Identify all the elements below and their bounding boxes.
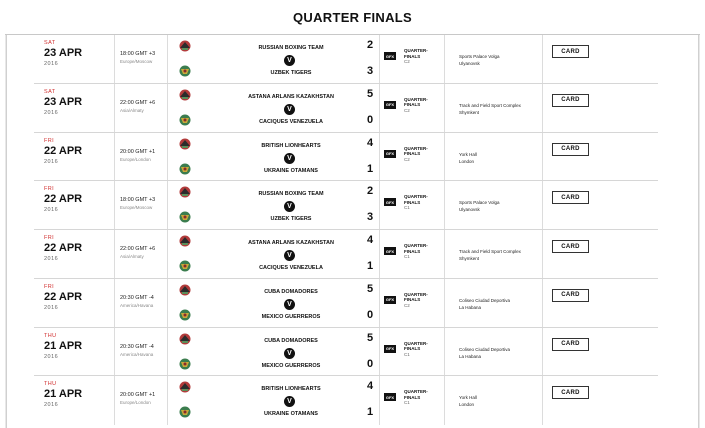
round-code: C1: [404, 254, 410, 259]
venue-city: London: [459, 158, 475, 164]
match-time: [120, 149, 180, 163]
column-divider: [444, 279, 445, 327]
column-divider: [444, 181, 445, 229]
home-team-name[interactable]: CUBA DOMADORES: [264, 337, 318, 344]
page-header: [0, 0, 705, 34]
ukraine-otamans-logo-icon: [177, 405, 193, 419]
kickoff-time: 22:00 GMT +6: [120, 99, 156, 106]
timezone: Europe/Moscow: [120, 205, 153, 211]
round-label: [404, 389, 428, 406]
card-button[interactable]: CARD: [552, 289, 589, 302]
timezone: Europe/Moscow: [120, 59, 153, 64]
round-name-cont: FINALS: [404, 53, 421, 59]
match-year: 2016: [44, 158, 59, 165]
match-row: [34, 181, 658, 230]
venue-city: Shymkent: [459, 256, 480, 261]
broadcast-icon: GFX: [385, 151, 395, 156]
uzbek-tigers-logo-icon: [177, 210, 193, 224]
broadcast-icon: GFX: [385, 102, 395, 108]
match-day: 22 APR: [44, 290, 83, 303]
match-year: 2016: [44, 402, 59, 409]
round-code: C2: [404, 107, 410, 113]
match-row: [34, 279, 658, 328]
caciques-venezuela-logo-icon: [177, 113, 193, 127]
round-name: QUARTER-: [404, 389, 428, 395]
match-time: [120, 392, 180, 406]
column-divider: [379, 376, 380, 425]
astana-arlans-logo-icon: [177, 88, 193, 102]
home-score: 4: [366, 234, 374, 246]
timezone: Asia/Almaty: [120, 254, 144, 259]
column-divider: [444, 328, 445, 376]
venue-city: Ulyanovsk: [459, 207, 480, 213]
column-divider: [379, 230, 380, 278]
round-name: QUARTER-: [404, 96, 428, 102]
versus-icon: V: [284, 153, 295, 164]
match-day: 22 APR: [44, 193, 83, 206]
page-title: QUARTER FINALS: [292, 9, 413, 25]
round-name-cont: FINALS: [404, 346, 421, 351]
round-label: [404, 194, 428, 211]
match-year: 2016: [44, 304, 59, 311]
home-score: 2: [366, 185, 374, 198]
match-date: [44, 381, 116, 409]
versus-icon: V: [284, 55, 295, 66]
home-score: 5: [366, 87, 374, 100]
venue-name: York Hall: [459, 395, 477, 401]
versus-icon: V: [284, 104, 295, 115]
kickoff-time: 22:00 GMT +6: [120, 246, 156, 252]
away-team-name[interactable]: UZBEK TIGERS: [270, 70, 312, 76]
day-of-week: FRI: [44, 137, 55, 144]
card-button[interactable]: CARD: [552, 143, 589, 156]
column-divider: [444, 376, 445, 425]
match-day: 22 APR: [44, 242, 83, 254]
versus-icon: V: [284, 299, 295, 310]
card-button[interactable]: CARD: [552, 45, 589, 58]
timezone: Asia/Almaty: [120, 107, 144, 113]
uzbek-tigers-logo-icon: [177, 64, 193, 78]
home-score: 4: [366, 380, 374, 393]
match-year: 2016: [44, 61, 59, 67]
round-name-cont: FINALS: [404, 199, 421, 205]
match-date: [44, 284, 116, 312]
column-divider: [379, 84, 380, 132]
match-time: [120, 246, 180, 260]
card-button[interactable]: CARD: [552, 338, 589, 351]
broadcast-icon: GFX: [385, 394, 395, 400]
venue-city: La Habana: [459, 353, 482, 359]
round-name-cont: FINALS: [404, 102, 421, 108]
home-score: 4: [366, 136, 374, 149]
mexico-guerreros-logo-icon: [177, 308, 193, 322]
home-team-name[interactable]: BRITISH LIONHEARTS: [261, 386, 321, 393]
day-of-week: THU: [44, 332, 57, 339]
broadcast-icon: GFX: [385, 346, 395, 351]
home-team-name[interactable]: RUSSIAN BOXING TEAM: [258, 45, 324, 51]
broadcast-icon: GFX: [385, 53, 395, 59]
round-label: [404, 243, 428, 260]
match-year: 2016: [44, 256, 59, 262]
russian-boxing-team-logo-icon: [177, 185, 193, 199]
column-divider: [379, 328, 380, 376]
match-date: [44, 89, 116, 117]
venue-name: Sports Palace Volga: [459, 54, 500, 59]
round-label: [404, 146, 428, 163]
broadcast-icon: GFX: [385, 199, 395, 205]
timezone: America/Havana: [120, 351, 154, 357]
round-name: QUARTER-: [404, 340, 428, 346]
home-team-name[interactable]: BRITISH LIONHEARTS: [261, 142, 321, 149]
away-team-name[interactable]: UZBEK TIGERS: [270, 216, 312, 223]
round-name: QUARTER-: [404, 194, 428, 200]
kickoff-time: 20:30 GMT -4: [120, 294, 154, 301]
match-date: [44, 40, 116, 68]
away-team-name[interactable]: CACIQUES VENEZUELA: [259, 265, 323, 271]
venue-city: La Habana: [459, 304, 482, 310]
match-time: [120, 100, 180, 114]
kickoff-time: 20:00 GMT +1: [120, 148, 156, 155]
kickoff-time: 20:30 GMT -4: [120, 343, 154, 350]
match-date: [44, 333, 116, 361]
column-divider: [444, 230, 445, 278]
match-day: 23 APR: [44, 47, 83, 59]
round-label: [404, 341, 428, 358]
match-row: [34, 35, 658, 84]
round-label: [404, 48, 428, 65]
match-row: [34, 376, 658, 425]
column-divider: [444, 133, 445, 181]
round-code: C1: [404, 351, 410, 357]
day-of-week: THU: [44, 381, 57, 388]
timezone: America/Havana: [120, 302, 154, 308]
match-time: [120, 295, 180, 309]
match-date: [44, 235, 116, 263]
broadcast-icon: GFX: [385, 248, 395, 254]
card-button[interactable]: CARD: [552, 240, 589, 253]
match-year: 2016: [44, 207, 59, 214]
away-team-name[interactable]: UKRAINE OTAMANS: [264, 411, 318, 418]
away-score: 1: [366, 406, 374, 419]
day-of-week: FRI: [44, 283, 55, 290]
match-year: 2016: [44, 353, 59, 360]
schedule-frame: [5, 34, 700, 428]
home-score: 5: [366, 331, 374, 344]
card-button[interactable]: CARD: [552, 94, 589, 107]
round-code: C2: [404, 156, 410, 162]
venue-city: Ulyanovsk: [459, 61, 480, 66]
match-row: [34, 328, 658, 377]
round-name-cont: FINALS: [404, 297, 421, 303]
day-of-week: FRI: [44, 186, 55, 193]
away-score: 1: [366, 260, 374, 272]
away-score: 0: [366, 308, 374, 321]
venue-name: Sports Palace Volga: [459, 200, 500, 206]
venue-name: Track and Field Sport Complex: [459, 249, 521, 254]
away-score: 3: [366, 65, 374, 77]
kickoff-time: 20:00 GMT +1: [120, 392, 156, 399]
ukraine-otamans-logo-icon: [177, 162, 193, 176]
match-day: 21 APR: [44, 339, 83, 352]
astana-arlans-logo-icon: [177, 234, 193, 248]
round-name: QUARTER-: [404, 48, 428, 53]
away-team-name[interactable]: UKRAINE OTAMANS: [264, 167, 318, 174]
column-divider: [444, 84, 445, 132]
away-score: 0: [366, 113, 374, 126]
home-team-name[interactable]: ASTANA ARLANS KAZAKHSTAN: [248, 240, 334, 246]
british-lionhearts-logo-icon: [177, 137, 193, 151]
match-row: [34, 133, 658, 182]
timezone: Europe/London: [120, 400, 151, 406]
away-team-name[interactable]: MEXICO GUERREROS: [261, 313, 321, 320]
mexico-guerreros-logo-icon: [177, 357, 193, 371]
match-time: [120, 344, 180, 358]
venue-name: York Hall: [459, 151, 477, 157]
day-of-week: SAT: [44, 88, 56, 95]
british-lionhearts-logo-icon: [177, 380, 193, 394]
round-label: [404, 292, 428, 309]
match-date: [44, 138, 116, 166]
round-code: C1: [404, 205, 410, 211]
away-score: 1: [366, 162, 374, 175]
column-divider: [379, 181, 380, 229]
match-day: 22 APR: [44, 144, 83, 157]
home-score: 2: [366, 39, 374, 51]
match-year: 2016: [44, 109, 59, 116]
versus-icon: V: [284, 201, 295, 212]
round-code: C2: [404, 59, 410, 64]
home-team-name[interactable]: CUBA DOMADORES: [264, 288, 318, 295]
kickoff-time: 18:00 GMT +3: [120, 51, 156, 57]
russian-boxing-team-logo-icon: [177, 39, 193, 53]
match-row: [34, 84, 658, 133]
round-code: C2: [404, 302, 410, 308]
caciques-venezuela-logo-icon: [177, 259, 193, 273]
venue-city: London: [459, 402, 475, 408]
card-button[interactable]: CARD: [552, 191, 589, 204]
broadcast-icon: GFX: [385, 297, 395, 303]
match-day: 23 APR: [44, 95, 83, 108]
versus-icon: V: [284, 348, 295, 359]
away-team-name[interactable]: MEXICO GUERREROS: [261, 362, 321, 369]
away-team-name[interactable]: CACIQUES VENEZUELA: [259, 118, 323, 125]
column-divider: [379, 35, 380, 83]
round-label: [404, 97, 428, 114]
round-code: C1: [404, 400, 410, 406]
column-divider: [379, 279, 380, 327]
match-row: [34, 230, 658, 279]
match-date: [44, 186, 116, 214]
kickoff-time: 18:00 GMT +3: [120, 197, 156, 204]
venue-name: Coliseo Ciudad Deportiva: [459, 297, 511, 303]
cuba-domadores-logo-icon: [177, 332, 193, 346]
away-score: 3: [366, 211, 374, 224]
match-time: [120, 51, 180, 65]
match-day: 21 APR: [44, 388, 83, 401]
versus-icon: V: [284, 396, 295, 407]
column-divider: [444, 35, 445, 83]
venue-name: Coliseo Ciudad Deportiva: [459, 346, 511, 352]
day-of-week: FRI: [44, 235, 55, 241]
away-score: 0: [366, 357, 374, 370]
card-button[interactable]: CARD: [552, 386, 589, 399]
round-name: QUARTER-: [404, 145, 428, 151]
match-list: [34, 35, 658, 425]
round-name-cont: FINALS: [404, 394, 421, 400]
venue-name: Track and Field Sport Complex: [459, 102, 521, 108]
timezone: Europe/London: [120, 156, 151, 162]
round-name: QUARTER-: [404, 291, 428, 297]
column-divider: [379, 133, 380, 181]
day-of-week: SAT: [44, 40, 56, 46]
round-name: QUARTER-: [404, 243, 428, 248]
round-name-cont: FINALS: [404, 151, 421, 156]
round-name-cont: FINALS: [404, 248, 421, 254]
versus-icon: V: [284, 250, 295, 261]
home-team-name[interactable]: ASTANA ARLANS KAZAKHSTAN: [248, 93, 334, 100]
cuba-domadores-logo-icon: [177, 283, 193, 297]
right-border: [698, 35, 700, 428]
left-border: [5, 35, 7, 428]
venue-city: Shymkent: [459, 109, 480, 115]
match-time: [120, 197, 180, 211]
home-team-name[interactable]: RUSSIAN BOXING TEAM: [258, 191, 324, 198]
home-score: 5: [366, 282, 374, 295]
